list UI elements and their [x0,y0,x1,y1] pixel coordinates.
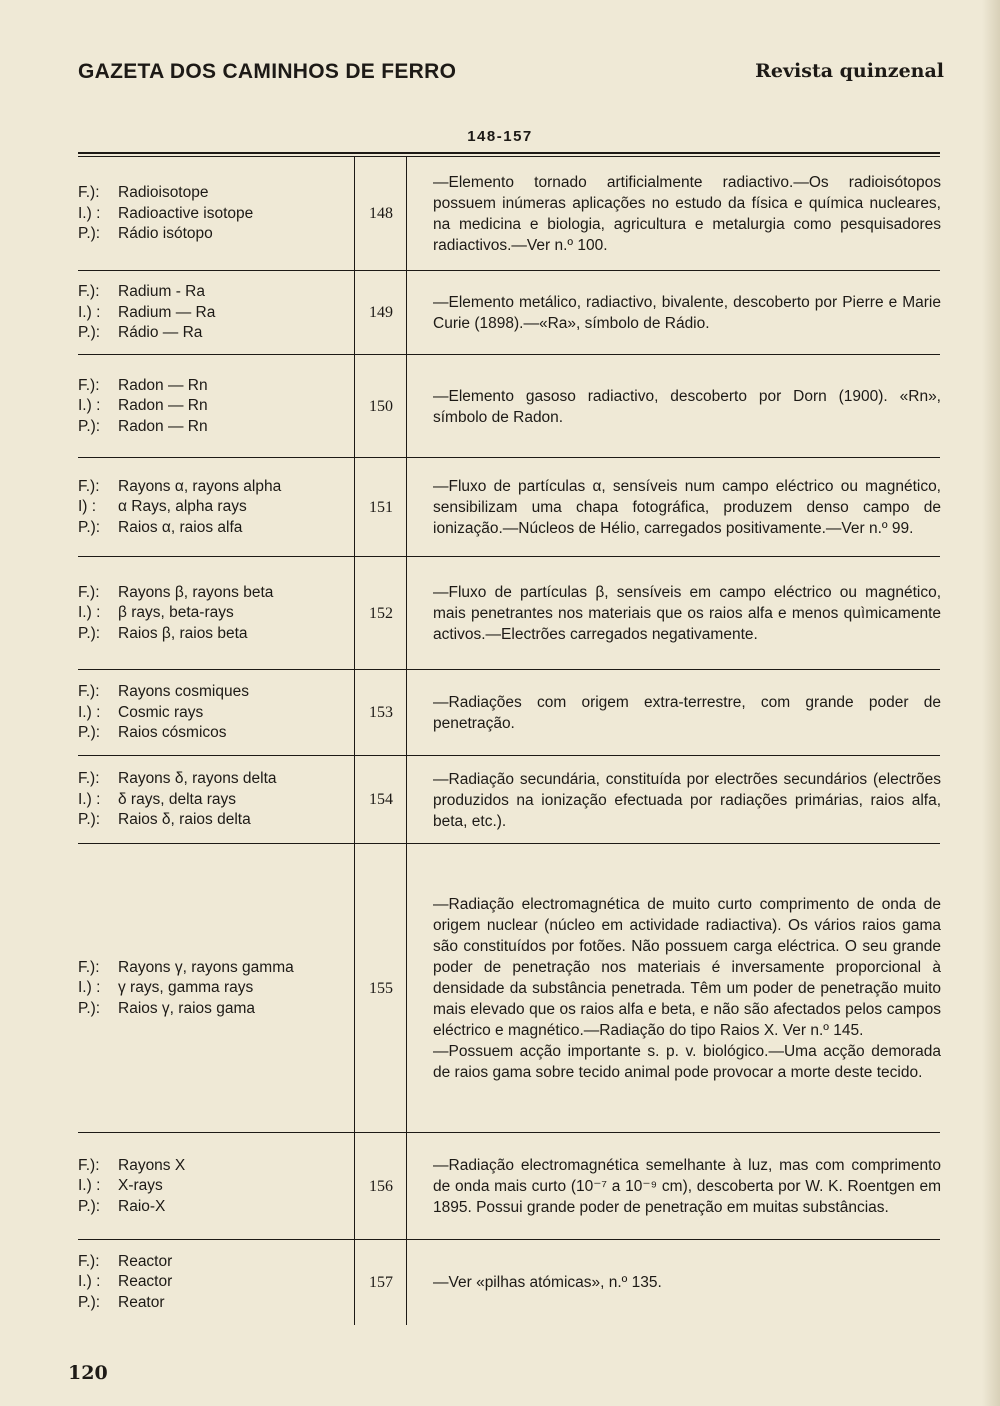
term-language: P.): [78,811,101,829]
entry-number: 149 [369,304,393,321]
term-language: I) : [78,498,97,516]
term-text: Radon — Rn [118,376,208,394]
term-line [78,1156,353,1177]
entry-row [78,355,940,458]
term-language: F.): [78,770,100,788]
definition-paragraph: —Possuem acção importante s. p. v. biológico.—Uma acção demorada de raios gama sobre tecido animal pode provocar a morte deste tecido. [433,1043,941,1081]
term-language: P.): [78,724,101,742]
term-line [78,497,353,518]
entry-number: 156 [369,1177,393,1195]
entry-definition [433,355,941,458]
term-line [78,723,353,744]
definition-paragraph: —Fluxo de partículas β, sensíveis em campo eléctrico ou magnético, mais penetrantes nos materiais que os raios alfa e menos quìmicamente activos.—Electrões carregados negativamente. [433,584,941,643]
term-text: Radioisotope [118,184,209,202]
term-text: Radon — Rn [118,417,208,435]
term-text: Radioactive isotope [118,204,254,222]
term-language: F.): [78,184,100,202]
journal-title: GAZETA DOS CAMINHOS DE FERRO [78,60,457,83]
term-text: γ rays, gamma rays [118,979,254,997]
entry-definition [433,844,941,1133]
entry-row [78,157,940,271]
term-line [78,603,353,624]
entry-definition [433,670,941,756]
page-edge-shadow [982,0,1000,1406]
term-text: Rayons δ, rayons delta [118,770,277,788]
entry-terms [78,844,353,1133]
term-language: P.): [78,1197,101,1215]
term-line [78,682,353,703]
term-line [78,417,353,438]
term-language: P.): [78,324,101,342]
term-text: Raios cósmicos [118,724,227,742]
entry-definition [433,458,941,557]
entry-row [78,458,940,557]
term-line [78,323,353,344]
term-line [78,978,353,999]
entry-number: 154 [369,791,393,808]
term-language: F.): [78,283,100,301]
term-text: Raio-X [118,1197,166,1215]
term-text: Raios α, raios alfa [118,518,243,536]
term-language: I.) : [78,604,101,622]
term-line [78,958,353,979]
term-line [78,790,353,811]
term-language: P.): [78,999,101,1017]
term-language: P.): [78,624,101,642]
term-line [78,999,353,1020]
term-text: Rayons β, rayons beta [118,583,274,601]
definition-paragraph: —Radiação electromagnética semelhante à luz, mas com comprimento de onda mais curto (10⁻⁷ a 10⁻⁹ cm), descoberta por W. K. Roentgen em 1895. Possui grande poder de penetração em muitas substâncias. [433,1157,941,1216]
entry-terms [78,670,353,756]
term-language: F.): [78,958,100,976]
entry-number: 153 [369,704,393,721]
entry-number: 150 [369,397,393,415]
term-line [78,303,353,324]
entry-terms [78,271,353,355]
definition-paragraph: —Elemento tornado artificialmente radiactivo.—Os radioisótopos possuem inúmeras aplicações no estudo da física e química nucleares, na medicina e biologia, agricultura e metalurgia como pesquisadores radiactivos.—Ver n.º 100. [433,174,941,254]
term-line [78,1293,353,1314]
term-language: I.) : [78,979,101,997]
term-language: I.) : [78,1177,101,1195]
page-header [78,58,944,92]
term-language: I.) : [78,1273,101,1291]
term-text: α Rays, alpha rays [118,498,247,516]
term-text: Raios β, raios beta [118,624,248,642]
entry-terms [78,756,353,844]
definition-paragraph: —Fluxo de partículas α, sensíveis num campo eléctrico ou magnético, sensibilizam uma chapa fotográfica, produzem denso campo de ionização.—Núcleos de Hélio, carregados positivamente.—Ver n.º 99. [433,478,941,537]
term-language: F.): [78,1252,100,1270]
entry-range-label: 148-157 [467,128,533,145]
term-text: β rays, beta-rays [118,604,234,622]
term-language: I.) : [78,790,101,808]
entry-terms [78,1133,353,1240]
term-text: Raios δ, raios delta [118,811,251,829]
term-line [78,477,353,498]
term-line [78,1272,353,1293]
entry-definition [433,1240,941,1325]
term-line [78,703,353,724]
entry-row [78,1240,940,1325]
definition-paragraph: —Ver «pilhas atómicas», n.º 135. [433,1274,662,1291]
entry-row [78,670,940,756]
entry-terms [78,157,353,271]
entry-row [78,756,940,844]
term-text: Cosmic rays [118,703,204,721]
term-text: Reactor [118,1252,173,1270]
entry-definition [433,1133,941,1240]
term-language: P.): [78,518,101,536]
term-line [78,1252,353,1273]
entry-row [78,1133,940,1240]
term-language: I.) : [78,303,101,321]
entry-number: 157 [369,1273,393,1291]
page-number: 120 [68,1362,108,1384]
term-language: P.): [78,225,101,243]
term-line [78,183,353,204]
term-text: Raios γ, raios gama [118,999,255,1017]
entry-number: 152 [369,604,393,622]
definition-paragraph: —Radiação secundária, constituída por electrões secundários (electrões produzidos na ionização efectuada por radiações primárias, raios alfa, beta, etc.). [433,770,941,830]
term-language: I.) : [78,204,101,222]
term-language: F.): [78,477,100,495]
term-text: Rayons α, rayons alpha [118,477,282,495]
term-line [78,624,353,645]
term-line [78,810,353,831]
term-text: Reator [118,1293,165,1311]
term-line [78,224,353,245]
definition-paragraph: —Radiação electromagnética de muito curto comprimento de onda de origem nuclear (núcleo em actividade radiactiva). Os vários raios gama são constituídos por fotões. Não possuem carga eléctrica. O seu grande poder de penetração nos materiais é inversamente proporcional à densidade da substância penetrada. Têm um poder de penetração muito mais elevado que os raios alfa e beta, e não são afectados pelos campos eléctrico e magnético.—Radiação do tipo Raios X. Ver n.º 145. [433,896,941,1039]
definition-paragraph: —Elemento gasoso radiactivo, descoberto por Dorn (1900). «Rn», símbolo de Radon. [433,387,941,426]
entry-row [78,844,940,1133]
entry-definition [433,557,941,670]
term-language: I.) : [78,703,101,721]
term-text: Radon — Rn [118,397,208,415]
entry-number: 155 [369,979,393,997]
term-text: Rádio isótopo [118,225,213,243]
entry-row [78,271,940,355]
term-language: F.): [78,1156,100,1174]
term-line [78,518,353,539]
term-text: X-rays [118,1177,163,1195]
top-rule [78,152,940,154]
term-language: F.): [78,683,100,701]
entry-number: 148 [369,205,393,222]
entry-number: 151 [369,498,393,516]
term-line [78,376,353,397]
term-language: P.): [78,417,101,435]
term-language: F.): [78,583,100,601]
term-line [78,583,353,604]
entry-definition [433,756,941,844]
entry-terms [78,458,353,557]
term-text: δ rays, delta rays [118,790,237,808]
definition-paragraph: —Radiações com origem extra-terrestre, com grande poder de penetração. [433,694,941,732]
term-language: I.) : [78,397,101,415]
term-text: Rayons X [118,1156,186,1174]
entry-definition [433,157,941,271]
definition-paragraph: —Elemento metálico, radiactivo, bivalente, descoberto por Pierre e Marie Curie (1898).—«Ra», símbolo de Rádio. [433,294,941,332]
term-text: Rayons γ, rayons gamma [118,958,294,976]
term-text: Rayons cosmiques [118,683,249,701]
entry-terms [78,355,353,458]
term-line [78,282,353,303]
term-line [78,1176,353,1197]
term-line [78,204,353,225]
entry-row [78,557,940,670]
term-language: P.): [78,1293,101,1311]
term-line [78,769,353,790]
term-line [78,1197,353,1218]
entry-definition [433,271,941,355]
term-text: Reactor [118,1273,173,1291]
term-text: Radium - Ra [118,283,205,301]
term-text: Rádio — Ra [118,324,203,342]
term-text: Radium — Ra [118,303,216,321]
journal-subtitle: Revista quinzenal [755,60,944,82]
term-language: F.): [78,376,100,394]
entry-terms [78,1240,353,1325]
entry-terms [78,557,353,670]
term-line [78,396,353,417]
